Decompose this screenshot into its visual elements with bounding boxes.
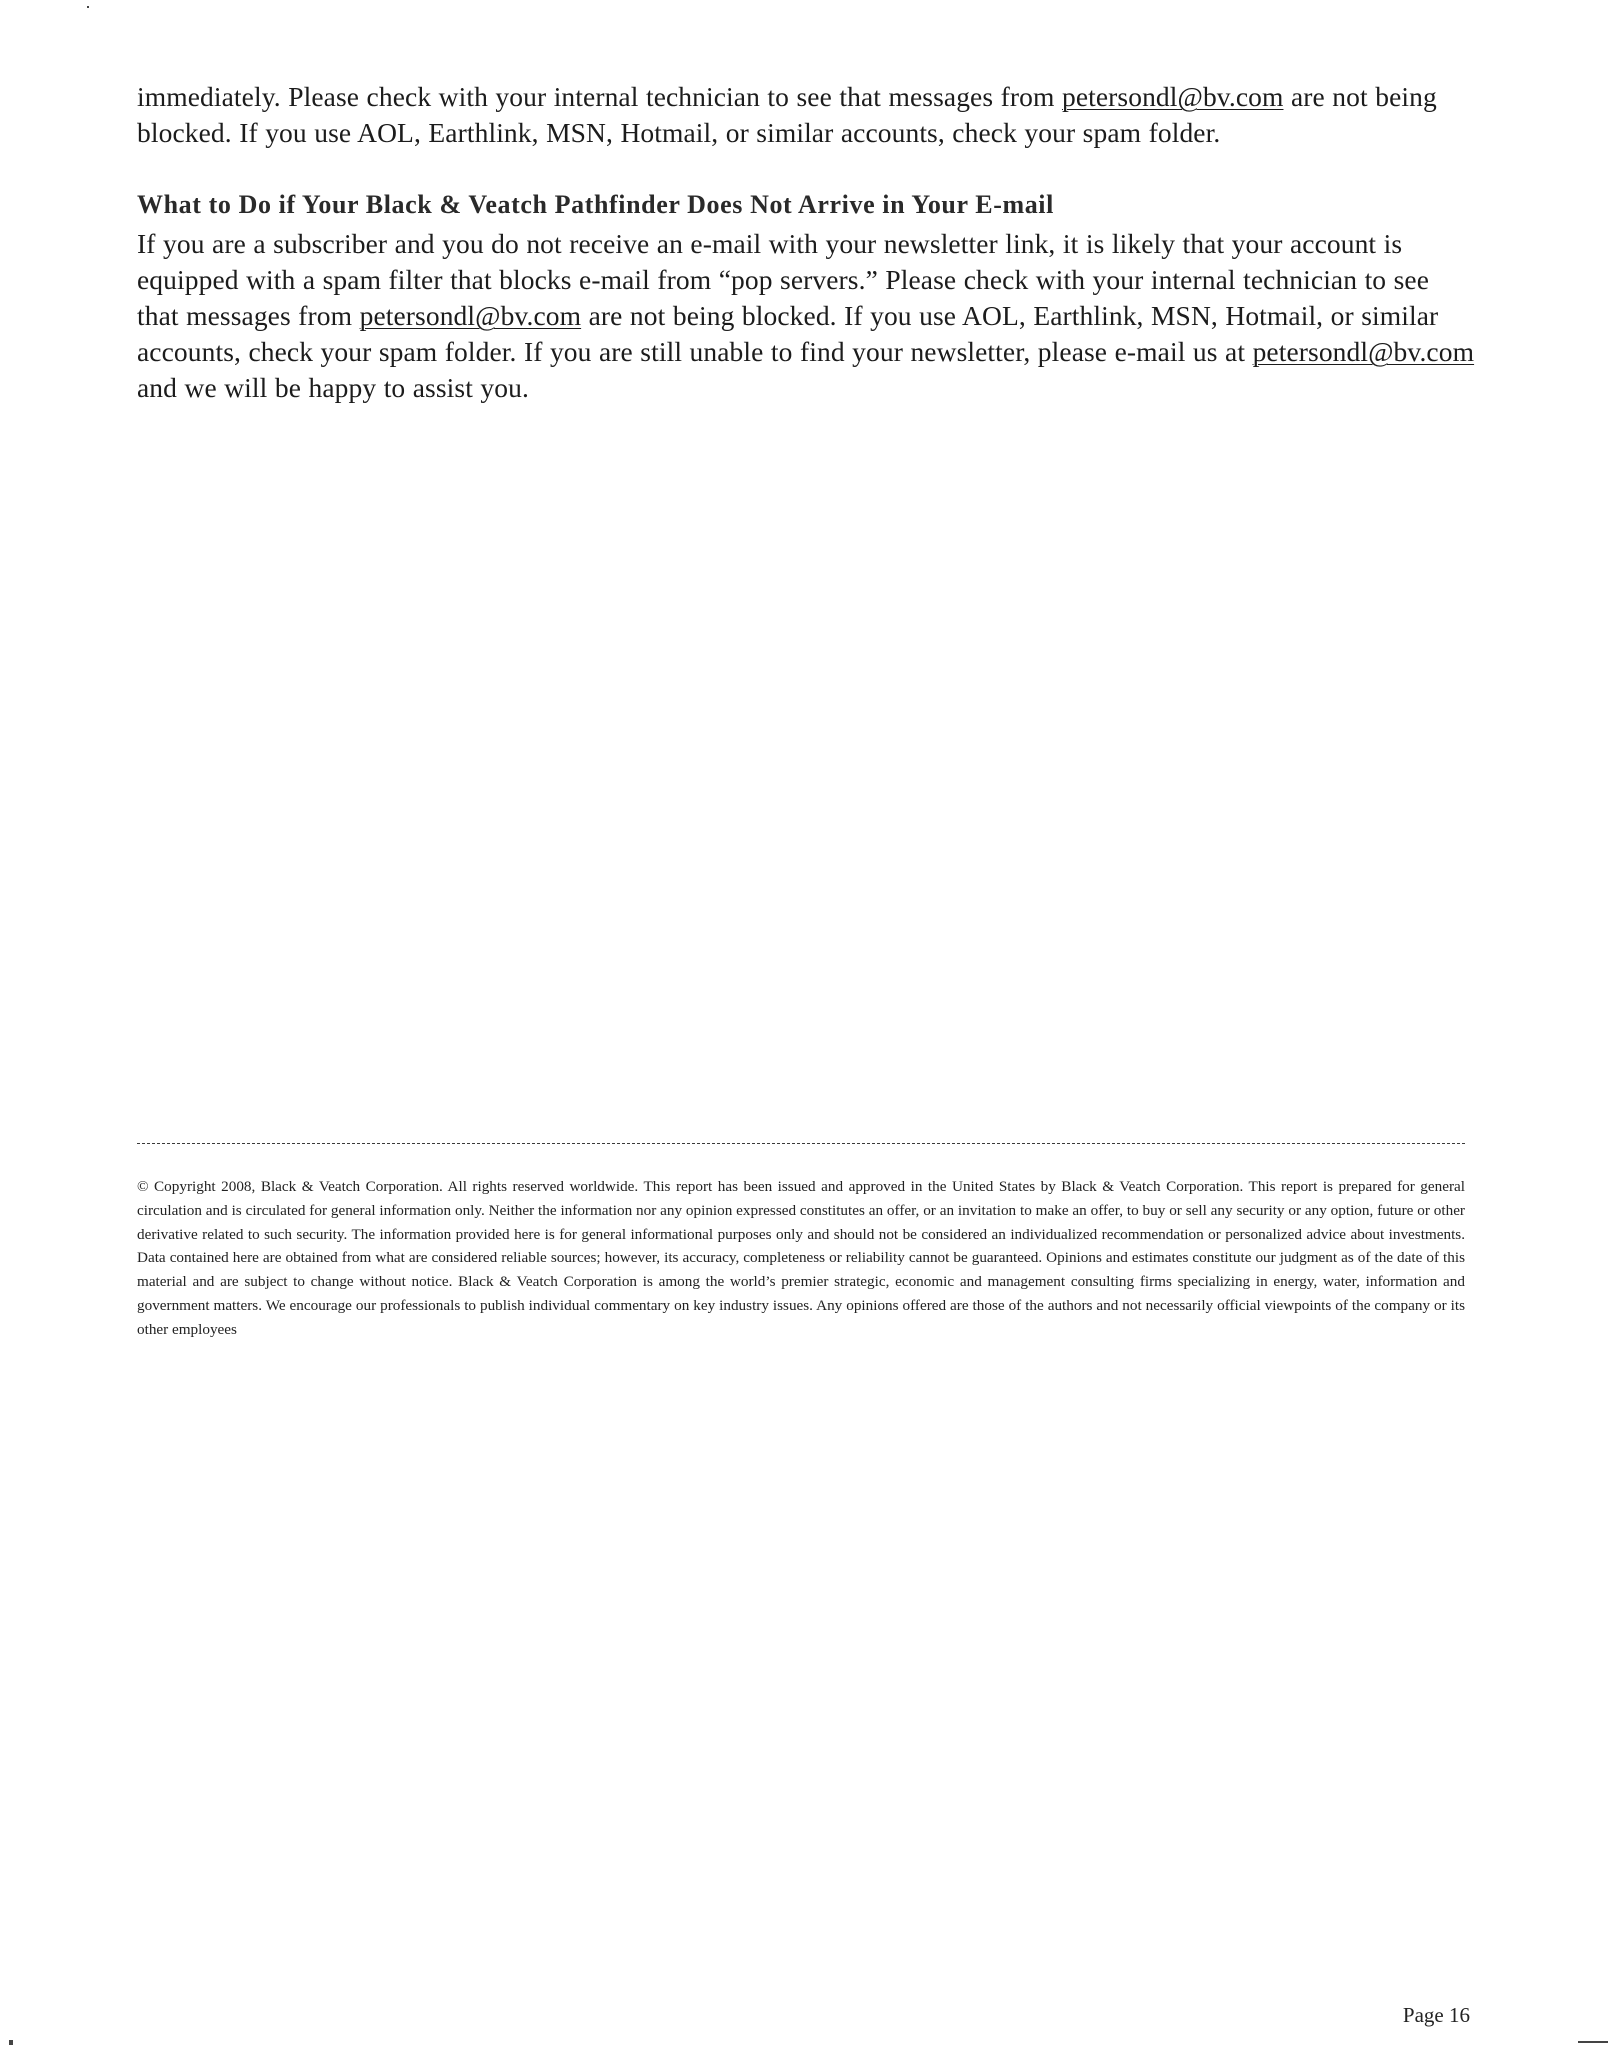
scan-speck (87, 6, 89, 8)
email-link[interactable]: petersondl@bv.com (1252, 336, 1475, 367)
email-link[interactable]: petersondl@bv.com (359, 300, 582, 331)
paragraph-text: immediately. Please check with your internal technician to see that messages from (137, 81, 1062, 112)
scan-mark (1578, 2041, 1608, 2043)
scan-speck (9, 2040, 13, 2045)
section-paragraph (137, 226, 1477, 406)
paragraph-text: are not being blocked. If you use AOL, Earthlink, MSN, Hotmail, or similar accounts, check your spam folder. (137, 81, 1437, 148)
paragraph-text: are not being blocked. If you use AOL, Earthlink, MSN, Hotmail, or similar accounts, check your spam folder. If you are still unable to find your newsletter, please e-mail us at (137, 300, 1439, 367)
paragraph-text: and we will be happy to assist you. (137, 372, 529, 403)
email-link[interactable]: petersondl@bv.com (1061, 81, 1284, 112)
page-number: Page 16 (1402, 2003, 1470, 2027)
copyright-disclaimer: © Copyright 2008, Black & Veatch Corporation. All rights reserved worldwide. This report has been issued and approved in the United States by Black & Veatch Corporation. This report is prepared for general circulation and is circulated for general information only. Neither the information nor any opinion expressed constitutes an offer, or an invitation to make an offer, to buy or sell any security or any option, future or other derivative related to such security. The information provided here is for general informational purposes only and should not be considered an individualized recommendation or personalized advice about investments. Data contained here are obtained from what are considered reliable sources; however, its accuracy, completeness or reliability cannot be guaranteed. Opinions and estimates constitute our judgment as of the date of this material and are subject to change without notice. Black & Veatch Corporation is among the world’s premier strategic, economic and management consulting firms specializing in energy, water, information and government matters. We encourage our professionals to publish individual commentary on key industry issues. Any opinions offered are those of the authors and not necessarily official viewpoints of the company or its other employees (137, 1178, 1465, 1338)
footer-divider (137, 1143, 1465, 1144)
paragraph-text: If you are a subscriber and you do not receive an e-mail with your newsletter link, it is likely that your account is equipped with a spam filter that blocks e-mail from “pop servers.” Please check with your internal technician to see that messages from (137, 228, 1430, 331)
paragraph-continuation (137, 79, 1477, 151)
section-heading: What to Do if Your Black & Veatch Pathfinder Does Not Arrive in Your E-mail (137, 190, 1054, 219)
